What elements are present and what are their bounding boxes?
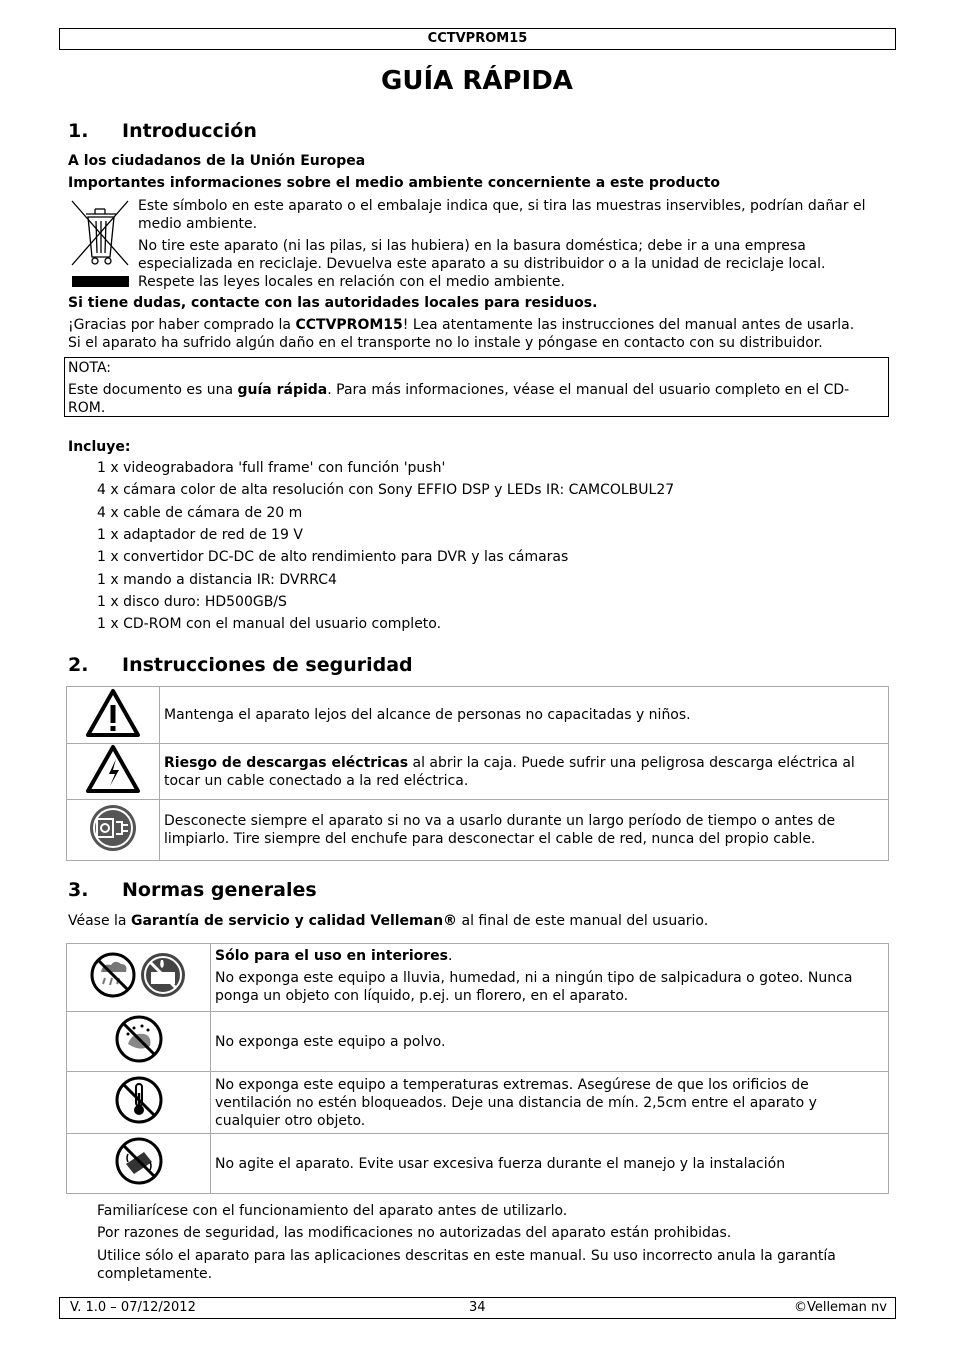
model-name: CCTVPROM15 [295,317,403,333]
includes-heading: Incluye: [68,439,131,455]
section-title: Introducción [122,120,257,142]
table-row [67,1012,889,1072]
eu-heading: A los ciudadanos de la Unión Europea [68,153,366,169]
list-item: 1 x disco duro: HD500GB/S [97,594,287,610]
page-title: GUÍA RÁPIDA [381,66,573,96]
indoor-use-text: Sólo para el uso en interiores. No exponga este equipo a lluvia, humedad, ni a ningún tipo de salpicadura o goteo. Nunca ponga un objeto con líquido, p.ej. un florero, en el aparato. [211,944,889,1012]
table-row [67,1134,889,1194]
usage-text: Utilice sólo el aparato para las aplicaciones descritas en este manual. Su uso incorrecto anula la garantía completamente. [97,1248,836,1282]
section-1-heading [68,120,468,144]
footer [59,1297,896,1319]
safety-text-1: Mantenga el aparato lejos del alcance de personas no capacitadas y niños. [160,687,889,744]
transport-text: Si el aparato ha sufrido algún daño en el transporte no lo instale y póngase en contacto con su distribuidor. [68,335,823,351]
list-item: 1 x CD-ROM con el manual del usuario completo. [97,616,442,632]
table-row [67,744,889,800]
table-row [67,687,889,744]
section-number: 2. [68,654,89,676]
doubts-text: Si tiene dudas, contacte con las autoridades locales para residuos. [68,295,598,311]
no-rain-no-liquid-icons [67,944,211,1012]
warning-triangle-icon [67,687,160,744]
list-item: 1 x adaptador de red de 19 V [97,527,303,543]
footer-brand: ©Velleman nv [793,1300,887,1315]
safety-table [66,686,889,861]
footer-page-number: 34 [469,1300,486,1315]
safety-text-2: Riesgo de descargas eléctricas al abrir la caja. Puede sufrir una peligrosa descarga eléctrica al tocar un cable conectado a la red eléctrica. [160,744,889,800]
no-extreme-temperature-icon [67,1072,211,1134]
section-title: Normas generales [122,879,317,901]
shaking-text: No agite el aparato. Evite usar excesiva fuerza durante el manejo y la instalación [211,1134,889,1194]
weee-text-3: Respete las leyes locales en relación con el medio ambiente. [138,274,565,290]
warranty-text: Véase la Garantía de servicio y calidad Velleman® al final de este manual del usuario. [68,913,709,929]
section-number: 3. [68,879,89,901]
no-shaking-icon [67,1134,211,1194]
thanks-text: ¡Gracias por haber comprado la CCTVPROM15! Lea atentamente las instrucciones del manual antes de usarla. [68,317,855,333]
table-row [67,1072,889,1134]
list-item: 4 x cable de cámara de 20 m [97,505,303,521]
quick-guide-label: guía rápida [237,382,328,398]
unplug-icon [67,800,160,861]
electric-shock-icon [67,744,160,800]
table-row [67,944,889,1012]
section-title: Instrucciones de seguridad [122,654,413,676]
section-number: 1. [68,120,89,142]
table-row [67,800,889,861]
no-rain-icon [92,954,134,996]
list-item: 4 x cámara color de alta resolución con Sony EFFIO DSP y LEDs IR: CAMCOLBUL27 [97,482,675,498]
general-rules-table [66,943,889,1194]
list-item: 1 x videograbadora 'full frame' con función 'push' [97,460,446,476]
list-item: 1 x mando a distancia IR: DVRRC4 [97,572,337,588]
familiarize-text: Familiarícese con el funcionamiento del aparato antes de utilizarlo. [97,1203,568,1219]
weee-text-2: No tire este aparato (ni las pilas, si las hubiera) en la basura doméstica; debe ir a una empresa especializada en reciclaje. Devuelva este aparato a su distribuidor o a la unidad de reciclaje local. [138,238,826,272]
weee-bin-icon [68,197,132,292]
weee-text-1: Este símbolo en este aparato o el embalaje indica que, si tira las muestras inservibles, podrían dañar el medio ambiente. [138,198,866,232]
header-model: CCTVPROM15 [59,28,896,50]
footer-version: V. 1.0 – 07/12/2012 [70,1300,196,1315]
dust-text: No exponga este equipo a polvo. [211,1012,889,1072]
section-2-heading [68,654,568,678]
note-label: NOTA: [68,360,112,376]
warranty-label: Garantía de servicio y calidad Velleman® [130,913,458,929]
no-liquid-icon [141,953,185,997]
note-text: Este documento es una guía rápida. Para más informaciones, véase el manual del usuario completo en el CD-ROM. [68,382,850,416]
temperature-text: No exponga este equipo a temperaturas extremas. Asegúrese de que los orificios de ventilación no estén bloqueados. Deje una distancia de mín. 2,5cm entre el aparato y cualquier otro objeto. [211,1072,889,1134]
safety-text-3: Desconecte siempre el aparato si no va a usarlo durante un largo período de tiempo o antes de limpiarlo. Tire siempre del enchufe para desconectar el cable de red, nunca del propio cable. [160,800,889,861]
section-3-heading [68,879,568,903]
modifications-text: Por razones de seguridad, las modificaciones no autorizadas del aparato están prohibidas. [97,1225,732,1241]
environment-heading: Importantes informaciones sobre el medio ambiente concerniente a este producto [68,175,721,191]
list-item: 1 x convertidor DC-DC de alto rendimiento para DVR y las cámaras [97,549,569,565]
no-dust-icon [67,1012,211,1072]
